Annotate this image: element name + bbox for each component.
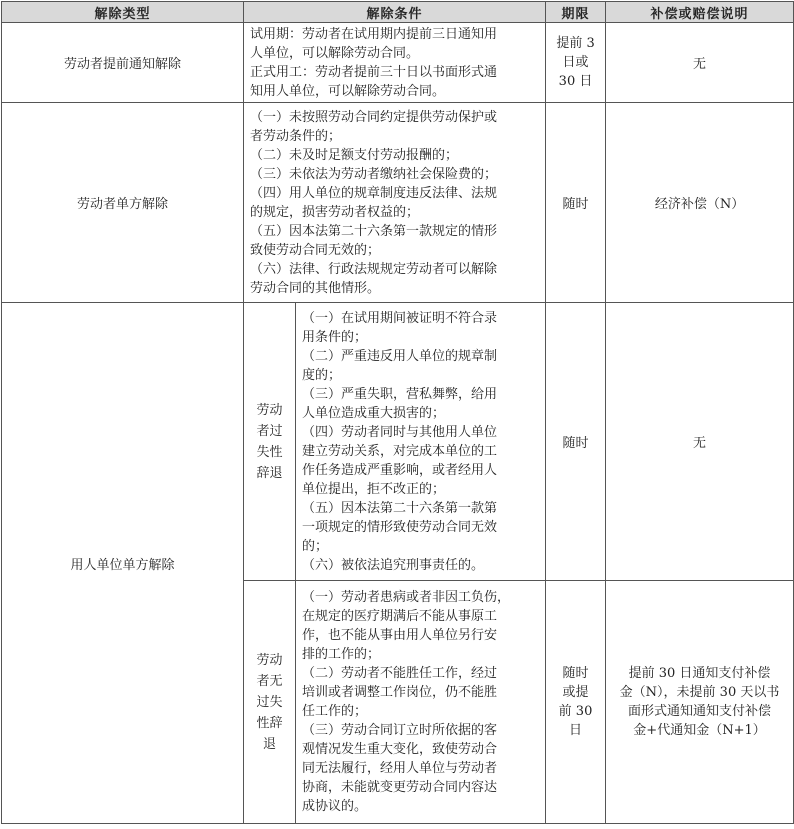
text-line: 人单位造成重大损害的； [302, 405, 446, 421]
row-employer-fault-dismissal [2, 303, 794, 581]
text-line: 人单位，可以解除劳动合同。 [250, 45, 420, 61]
text-line: （四）用人单位的规章制度违反法律、法规 [250, 185, 498, 201]
text-line: 一项规定的情形致使劳动合同无效 [302, 519, 498, 535]
row-employee-unilateral [2, 103, 794, 303]
conditions-cell [296, 303, 546, 581]
text-line: （三）严重失职，营私舞弊，给用 [302, 386, 498, 402]
text-line: 同无法履行，经用人单位与劳动者 [302, 761, 498, 776]
text-line: 者劳动条件的； [250, 128, 342, 144]
text-line: 观情况发生重大变化，致使劳动合 [302, 742, 498, 757]
text-line: 随时 [562, 666, 589, 681]
text-line: （一）劳动者患病或者非因工负伤， [302, 590, 511, 605]
text-line: （三）未依法为劳动者缴纳社会保险费的； [250, 166, 498, 182]
type-cell: 劳动者提前通知解除 [2, 23, 244, 103]
text-line: 或提 [562, 685, 589, 700]
header-compensation: 补偿或赔偿说明 [606, 2, 794, 23]
text-line: 排的工作的； [302, 647, 381, 662]
text-line: 日或 [562, 55, 589, 70]
text-line: 协商，未能就变更劳动合同内容达 [302, 780, 498, 795]
period-cell: 随时 [546, 303, 606, 581]
header-type: 解除类型 [2, 2, 244, 23]
text-line: 作任务造成严重影响，或者经用人 [302, 462, 498, 478]
period-cell [546, 23, 606, 103]
text-line: 试用期：劳动者在试用期内提前三日通知用 [250, 26, 498, 42]
text-line: 过失 [256, 694, 283, 710]
header-period: 期限 [546, 2, 606, 23]
text-line: 金+代通知金（N+1） [633, 723, 766, 738]
text-line: （六）法律、行政法规规定劳动者可以解除 [250, 261, 498, 277]
subtype-cell [244, 303, 296, 581]
text-line: 者无 [256, 673, 283, 689]
text-line: 知用人单位，可以解除劳动合同。 [250, 83, 446, 99]
text-line: 在规定的医疗期满后不能从事原工 [302, 609, 498, 624]
type-cell: 劳动者单方解除 [2, 103, 244, 303]
text-line: 性辞 [256, 715, 283, 731]
text-line: （一）未按照劳动合同约定提供劳动保护或 [250, 109, 498, 125]
text-line: 30 日 [558, 74, 593, 89]
text-line: 度的； [302, 367, 342, 383]
text-line: 退 [262, 736, 276, 752]
period-cell: 随时 [546, 103, 606, 303]
text-line: （五）因本法第二十六条第一款规定的情形 [250, 223, 498, 239]
text-line: 建立劳动关系，对完成本单位的工 [302, 443, 498, 459]
text-line: 提前 3 [556, 36, 595, 51]
text-line: 的规定，损害劳动者权益的； [250, 204, 420, 220]
text-line: 前 30 [558, 704, 593, 719]
header-conditions: 解除条件 [244, 2, 546, 23]
conditions-cell [244, 103, 546, 303]
text-line: 金（N），未提前 30 天以书 [619, 685, 780, 700]
text-line: （五）因本法第二十六条第一款第 [302, 500, 498, 516]
text-line: 日 [569, 723, 583, 738]
type-cell: 用人单位单方解除 [2, 303, 244, 824]
text-line: 单位提出，拒不改正的； [302, 481, 446, 497]
text-line: （三）劳动合同订立时所依据的客 [302, 723, 498, 738]
row-employee-notice [2, 23, 794, 103]
text-line: 培训或者调整工作岗位，仍不能胜 [302, 685, 498, 700]
compensation-cell: 无 [606, 303, 794, 581]
text-line: 劳动 [256, 652, 283, 668]
text-line: 者过 [256, 423, 283, 439]
text-line: 正式用工：劳动者提前三十日以书面形式通 [250, 64, 498, 80]
text-line: （六）被依法追究刑事责任的。 [302, 557, 485, 573]
text-line: 失性 [256, 444, 283, 460]
compensation-cell: 无 [606, 23, 794, 103]
compensation-cell: 经济补偿（N） [606, 103, 794, 303]
text-line: 面形式通知通知支付补偿 [628, 704, 772, 719]
text-line: （二）严重违反用人单位的规章制 [302, 348, 498, 364]
compensation-cell [606, 581, 794, 824]
text-line: 作，也不能从事由用人单位另行安 [302, 628, 498, 643]
termination-table [1, 1, 794, 824]
text-line: 任工作的； [302, 704, 368, 719]
text-line: 致使劳动合同无效的； [250, 242, 381, 258]
text-line: 用条件的； [302, 329, 368, 345]
header-row [2, 2, 794, 23]
subtype-cell [244, 581, 296, 824]
text-line: （二）劳动者不能胜任工作，经过 [302, 666, 498, 681]
text-line: 劳动合同的其他情形。 [250, 280, 381, 296]
text-line: 的； [302, 538, 329, 554]
period-cell [546, 581, 606, 824]
conditions-cell [244, 23, 546, 103]
text-line: （四）劳动者同时与其他用人单位 [302, 424, 498, 440]
text-line: 劳动 [256, 402, 283, 418]
text-line: （二）未及时足额支付劳动报酬的； [250, 147, 459, 163]
text-line: （一）在试用期间被证明不符合录 [302, 310, 498, 326]
text-line: 辞退 [256, 465, 283, 481]
text-line: 成协议的。 [302, 799, 368, 814]
conditions-cell [296, 581, 546, 824]
text-line: 提前 30 日通知支付补偿 [628, 666, 771, 681]
